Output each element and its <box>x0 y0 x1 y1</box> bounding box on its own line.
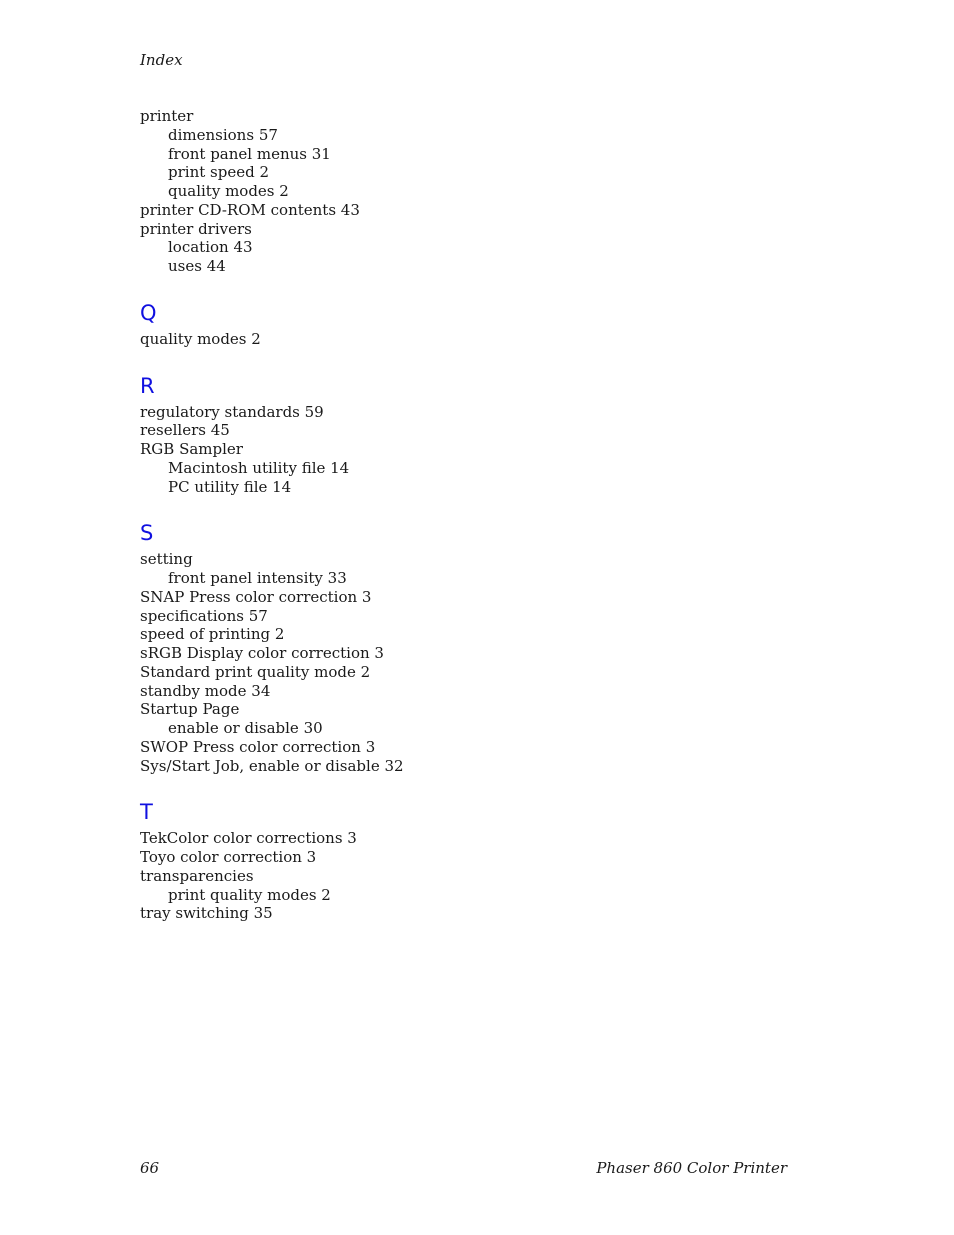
index-entry: printer <box>140 107 194 125</box>
index-subentry: print speed 2 <box>168 163 269 182</box>
index-subentry: uses 44 <box>168 257 226 275</box>
index-letter-heading: T <box>140 800 153 825</box>
index-entry: transparencies <box>140 866 254 885</box>
index-entry: quality modes 2 <box>140 329 261 348</box>
index-entry: regulatory standards 59 <box>140 402 324 421</box>
page-number: 66 <box>140 1159 160 1177</box>
index-letter-heading: Q <box>140 300 157 325</box>
index-letter-heading: S <box>140 521 154 546</box>
index-entry: standby mode 34 <box>140 681 271 700</box>
index-group <box>140 799 740 923</box>
index-subentry: location 43 <box>168 238 253 257</box>
index-subentry: PC utility file 14 <box>168 477 292 496</box>
index-entry: setting <box>140 550 193 569</box>
index-entry: Toyo color correction 3 <box>140 848 317 866</box>
index-entry: tray switching 35 <box>140 904 273 923</box>
index-group <box>140 520 740 775</box>
page-footer <box>140 1159 787 1178</box>
index-entry: SNAP Press color correction 3 <box>140 587 372 606</box>
index-group <box>140 300 740 349</box>
index-entry: sRGB Display color correction 3 <box>140 644 384 662</box>
running-header: Index <box>140 51 183 69</box>
index-entry: specifications 57 <box>140 606 268 625</box>
index-entry: Standard print quality mode 2 <box>140 662 371 681</box>
index-entry: RGB Sampler <box>140 440 243 458</box>
index-subentry: quality modes 2 <box>168 182 289 200</box>
index-subentry: dimensions 57 <box>168 125 278 144</box>
index-letter-heading: R <box>140 373 155 398</box>
index-subentry: front panel menus 31 <box>168 144 331 163</box>
index-subentry: Macintosh utility file 14 <box>168 458 350 477</box>
index-entry: SWOP Press color correction 3 <box>140 737 376 756</box>
index-entry: resellers 45 <box>140 421 230 440</box>
index-subentry: enable or disable 30 <box>168 719 323 737</box>
index-entry: TekColor color corrections 3 <box>140 829 357 848</box>
index-entry: printer drivers <box>140 219 252 238</box>
index-group <box>140 373 740 497</box>
index-subentry: front panel intensity 33 <box>168 569 347 587</box>
index-group <box>140 107 740 276</box>
index-entry: printer CD-ROM contents 43 <box>140 200 360 219</box>
index-subentry: print quality modes 2 <box>168 885 331 904</box>
product-name: Phaser 860 Color Printer <box>596 1159 787 1177</box>
index-entry: speed of printing 2 <box>140 625 285 644</box>
index-entry: Sys/Start Job, enable or disable 32 <box>140 756 404 775</box>
index-body <box>140 107 740 947</box>
index-entry: Startup Page <box>140 700 240 719</box>
